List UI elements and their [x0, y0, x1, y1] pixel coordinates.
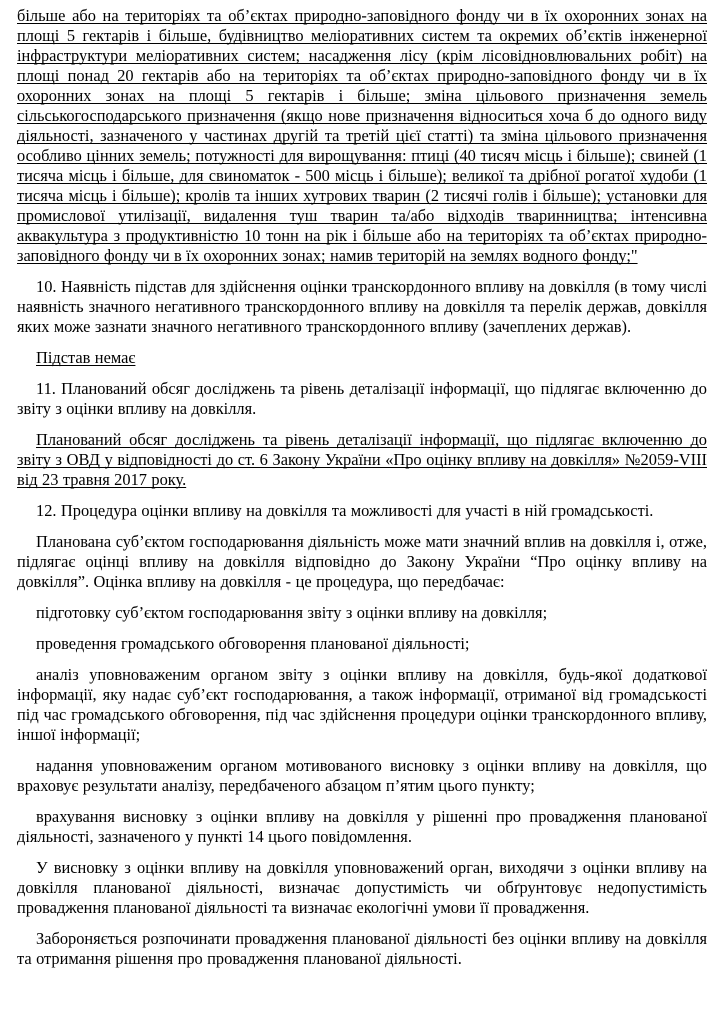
section-10-text: 10. Наявність підстав для здійснення оцінки транскордонного впливу на довкілля (в тому числі наявність значного негативного транскордонного впливу на довкілля та перелік держав, довкілля яких може зазнати значного негативного транскордонного впливу (зачеплених держав). — [17, 277, 707, 336]
section-11-text: 11. Планований обсяг досліджень та рівень деталізації інформації, що підлягає включенню до звіту з оцінки впливу на довкілля. — [17, 379, 707, 418]
procedure-item-conclusion-consideration: врахування висновку з оцінки впливу на довкілля у рішенні про провадження планованої діяльності, зазначеного у пункті 14 цього повідомлення. — [17, 807, 707, 846]
procedure-item-report-preparation: підготовку суб’єктом господарювання звіту з оцінки впливу на довкілля; — [36, 603, 548, 622]
section-12-intro: Планована суб’єктом господарювання діяльність може мати значний вплив на довкілля і, отже, підлягає оцінці впливу на довкілля відповідно до Закону України “Про оцінку впливу на довкілля”. Оцінка впливу на довкілля - це процедура, що передбачає: — [17, 532, 707, 591]
procedure-item-conclusion-issuance: надання уповноваженим органом мотивованого висновку з оцінки впливу на довкілля, що враховує результати аналізу, передбаченого абзацом п’ятим цього пункту; — [17, 756, 707, 795]
procedure-item-analysis: аналіз уповноваженим органом звіту з оцінки впливу на довкілля, будь-якої додаткової інформації, яку надає суб’єкт господарювання, а також інформації, отриманої від громадськості під час громадського обговорення, під час здійснення процедури оцінки транскордонного впливу, іншої інформації; — [17, 665, 707, 744]
section-12-heading: 12. Процедура оцінки впливу на довкілля та можливості для участі в ній громадськості. — [36, 501, 654, 520]
section-11-answer: Планований обсяг досліджень та рівень деталізації інформації, що підлягає включенню до звіту з ОВД у відповідності до ст. 6 Закону України «Про оцінку впливу на довкілля» №2059-VIII від 23 травня 2017 року. — [17, 430, 707, 489]
conclusion-authority-paragraph: У висновку з оцінки впливу на довкілля уповноважений орган, виходячи з оцінки впливу на довкілля планованої діяльності, визначає допустимість чи обґрунтовує недопустимість провадження планованої діяльності та визначає екологічні умови її провадження. — [17, 858, 707, 917]
section-10-answer: Підстав немає — [36, 348, 136, 367]
prohibition-paragraph: Забороняється розпочинати провадження планованої діяльності без оцінки впливу на довкілля та отримання рішення про провадження планованої діяльності. — [17, 929, 707, 968]
activity-types-continuation-text: більше або на територіях та об’єктах природно-заповідного фонду чи в їх охоронних зонах на площі 5 гектарів і більше, будівництво меліоративних систем та окремих об’єктів інженерної інфраструктури меліоративних систем; насадження лісу (крім лісовідновлювальних робіт) на площі понад 20 гектарів або на територіях та об’єктах природно-заповідного фонду чи в їх охоронних зонах на площі 5 гектарів і більше; зміна цільового призначення земель сільськогосподарського призначення (якщо нове призначення відноситься хоча б до одного виду діяльності, зазначеного у частинах другій та третій цієї статті) та зміна цільового призначення особливо цінних земель; потужності для вирощування: птиці (40 тисяч місць і більше); свиней (1 тисяча місць і більше, для свиноматок - 500 місць і більше); великої та дрібної рогатої худоби (1 тисяча місць і більше); кролів та інших хутрових тварин (2 тисячі голів і більше); установки для промислової утилізації, видалення туш тварин та/або відходів тваринництва; інтенсивна аквакультура з продуктивністю 10 тонн на рік і більше або на територіях та об’єктах природно-заповідного фонду чи в їх охоронних зонах; намив територій на землях водного фонду;" — [17, 6, 707, 265]
procedure-item-public-discussion: проведення громадського обговорення планованої діяльності; — [36, 634, 470, 653]
